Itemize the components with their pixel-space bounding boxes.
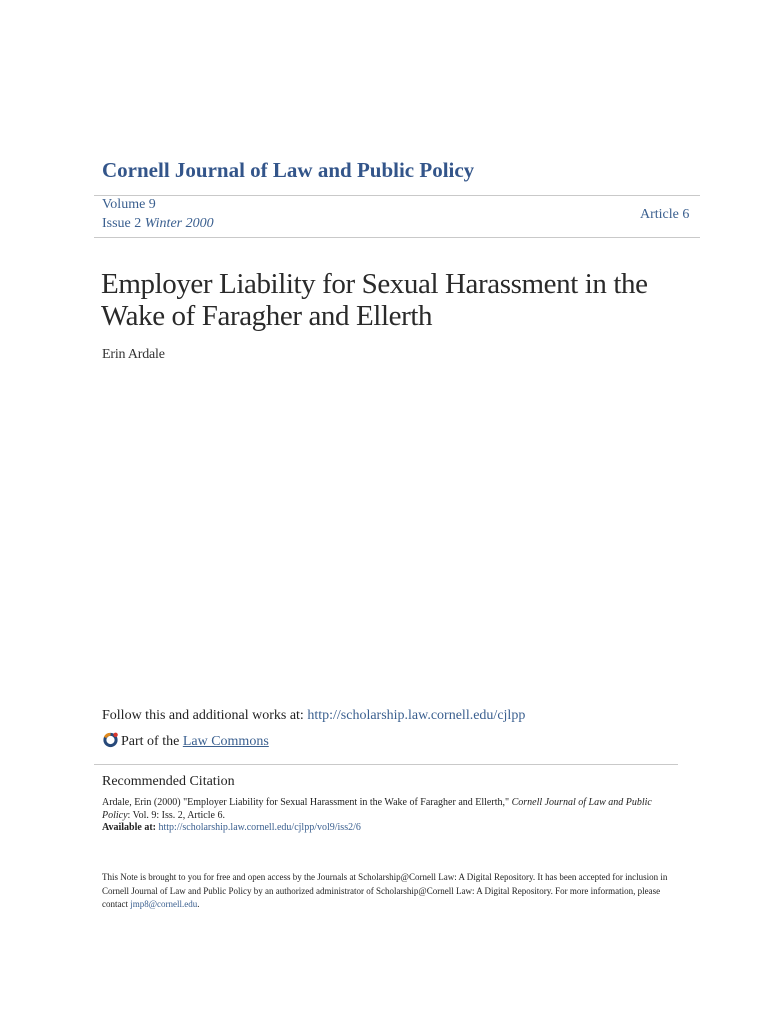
citation-text: [102, 797, 682, 835]
law-commons-link[interactable]: Law Commons: [182, 734, 269, 749]
digital-commons-logo-icon: [102, 731, 119, 748]
issue-number[interactable]: Issue 2: [102, 216, 142, 231]
citation-prefix: Ardale, Erin (2000) "Employer Liability for Sexual Harassment in the Wake of Faragher and Ellerth,": [102, 797, 512, 808]
contact-email-link[interactable]: jmp8@cornell.edu: [130, 899, 198, 909]
journal-title[interactable]: Cornell Journal of Law and Public Policy: [102, 158, 475, 182]
footer-notice: [102, 871, 682, 912]
header-top-rule: [94, 195, 700, 196]
article-title: Employer Liability for Sexual Harassment in the Wake of Faragher and Ellerth: [101, 268, 648, 332]
citation-url-link[interactable]: http://scholarship.law.cornell.edu/cjlpp/vol9/iss2/6: [158, 822, 361, 833]
citation-suffix: : Vol. 9: Iss. 2, Article 6.: [127, 809, 225, 821]
repository-link[interactable]: http://scholarship.law.cornell.edu/cjlpp: [307, 708, 526, 723]
follow-line: [102, 708, 525, 724]
author-name: Erin Ardale: [102, 347, 165, 362]
issue-season[interactable]: Winter 2000: [144, 216, 214, 231]
article-link[interactable]: Article 6: [640, 207, 690, 222]
citation-journal: Cornell Journal of Law and Public Policy: [102, 797, 652, 821]
footer-text: This Note is brought to you for free and open access by the Journals at Scholarship@Cornell Law: A Digital Repository. It has been accepted for inclusion in Cornell Journal of Law and Public Policy by an authorized administrator of Scholarship@Cornell Law: A Digital Repository. For more information, please contact: [102, 872, 668, 909]
part-of-prefix: Part of the: [121, 734, 183, 749]
header-bottom-rule: [94, 237, 700, 238]
available-at-label: Available at:: [102, 822, 159, 833]
recommended-citation-heading: Recommended Citation: [102, 774, 235, 789]
citation-top-rule: [94, 764, 678, 765]
follow-prefix: Follow this and additional works at:: [102, 708, 308, 723]
volume-link[interactable]: Volume 9: [102, 197, 156, 212]
part-of-line: [102, 731, 269, 750]
footer-end: .: [197, 899, 200, 909]
issue-line[interactable]: [102, 216, 214, 232]
